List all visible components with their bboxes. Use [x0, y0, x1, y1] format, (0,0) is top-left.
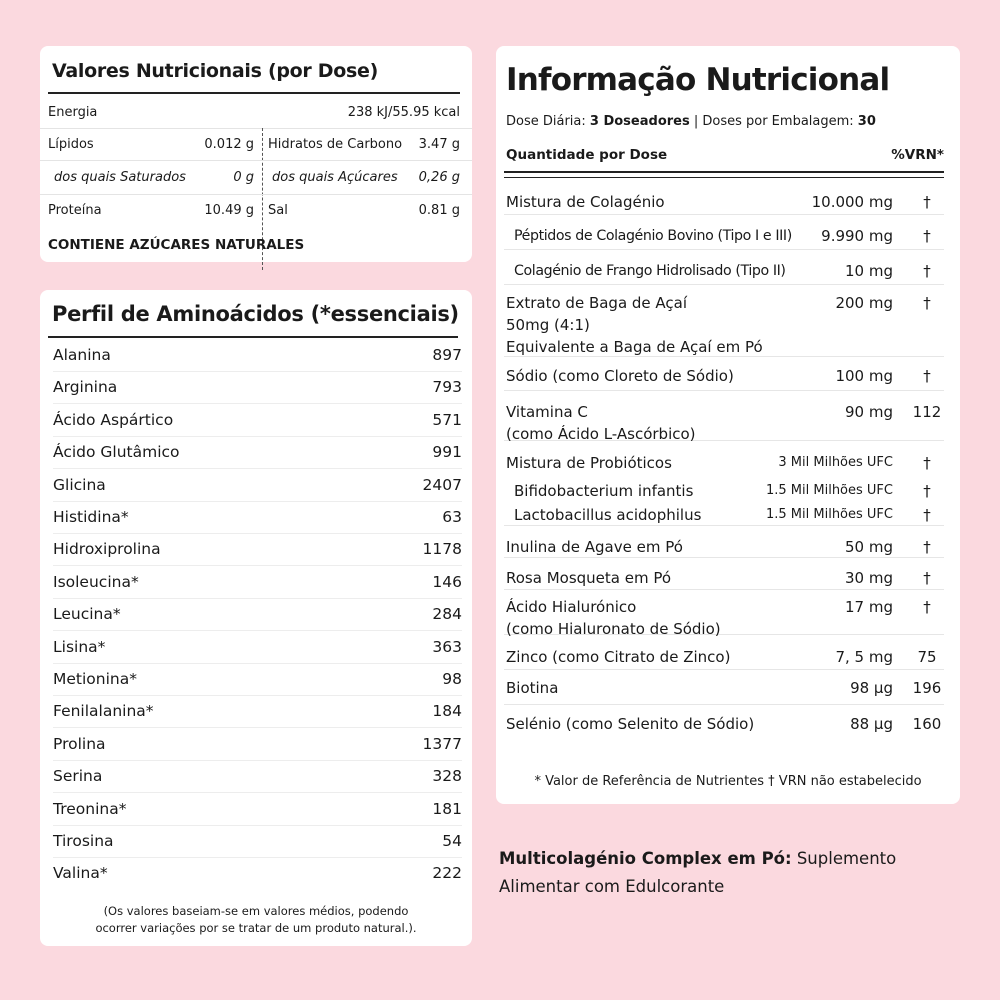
ingredient-name-line: Extrato de Baga de Açaí — [506, 294, 688, 312]
ingredient-name — [506, 365, 734, 387]
ingredient-name-line: Biotina — [506, 679, 559, 697]
amino-acid-name: Alanina — [53, 346, 111, 364]
amino-acid-name: Ácido Aspártico — [53, 410, 174, 429]
ingredient-vrn: † — [923, 506, 931, 524]
nutrition-values-title: Valores Nutricionais (por Dose) — [52, 60, 378, 82]
lipids-label: Lípidos — [48, 137, 94, 152]
product-description: Alimentar com Edulcorante — [499, 877, 725, 896]
ingredient-vrn: † — [923, 569, 931, 587]
amino-acid-value: 2407 — [422, 475, 462, 494]
amino-acid-name: Histidina* — [53, 508, 129, 526]
ingredient-name — [506, 567, 671, 589]
salt-label: Sal — [268, 203, 288, 218]
amino-acid-value: 63 — [442, 508, 462, 526]
ingredient-name — [506, 292, 763, 358]
row-separator — [504, 390, 944, 391]
quantity-header: Quantidade por Dose — [506, 147, 668, 163]
ingredient-vrn: † — [923, 294, 931, 312]
amino-acid-value: 146 — [432, 572, 462, 591]
amino-acid-value: 98 — [442, 670, 462, 688]
amino-acid-name: Hidroxiprolina — [53, 540, 161, 559]
ingredient-amount: 200 mg — [835, 294, 893, 312]
title-rule — [48, 336, 458, 338]
vrn-footnote: * Valor de Referência de Nutrientes † VRN não estabelecido — [534, 774, 922, 789]
amino-acid-value: 1377 — [422, 734, 462, 753]
ingredient-name — [506, 677, 558, 699]
nutrition-values-card — [40, 46, 472, 262]
ingredient-vrn: † — [923, 193, 931, 211]
ingredient-name-line: Inulina de Agave em Pó — [506, 538, 683, 556]
amino-acid-row — [53, 501, 462, 534]
amino-acid-name: Lisina* — [53, 637, 106, 656]
ingredient-name-line: (como Hialuronato de Sódio) — [506, 620, 721, 638]
amino-acid-value: 363 — [432, 637, 462, 656]
product-description: Suplemento — [791, 849, 897, 868]
amino-acid-row — [53, 566, 462, 599]
ingredient-vrn: † — [923, 482, 931, 500]
ingredient-amount: 98 µg — [850, 679, 893, 697]
ingredient-vrn: † — [923, 367, 931, 385]
ingredient-name-line: Bifidobacterium infantis — [514, 482, 694, 500]
amino-footnote — [74, 903, 438, 937]
amino-acid-name: Valina* — [53, 864, 108, 883]
header-rule — [504, 177, 944, 178]
amino-acid-row — [53, 404, 462, 437]
amino-acid-row — [53, 793, 462, 826]
amino-acid-value: 793 — [432, 378, 462, 397]
sugars-value: 0,26 g — [418, 170, 460, 185]
salt-value: 0.81 g — [418, 203, 460, 218]
ingredient-amount: 17 mg — [845, 598, 893, 616]
amino-acid-value: 1178 — [422, 540, 462, 559]
ingredient-name-line: Rosa Mosqueta em Pó — [506, 569, 672, 587]
ingredient-name — [506, 596, 721, 640]
ingredient-name — [506, 191, 665, 213]
ingredient-name — [506, 646, 730, 668]
carbs-label: Hidratos de Carbono — [268, 137, 403, 152]
ingredient-name — [514, 480, 693, 502]
row-separator — [504, 249, 944, 250]
ingredient-amount: 50 mg — [845, 538, 893, 556]
amino-acid-row — [53, 631, 462, 664]
row-separator — [504, 704, 944, 705]
dose-info — [506, 114, 876, 129]
sugars-label: dos quais Açúcares — [272, 170, 398, 185]
ingredient-name-line: Mistura de Colagénio — [506, 193, 665, 211]
ingredient-amount: 10.000 mg — [811, 193, 893, 211]
ingredient-name-line: 50mg (4:1) — [506, 316, 590, 334]
ingredient-vrn: † — [923, 262, 931, 280]
ingredient-name-line: Sódio (como Cloreto de Sódio) — [506, 367, 734, 385]
ingredient-vrn: 196 — [912, 679, 942, 697]
amino-acid-profile-card — [40, 290, 472, 946]
amino-acid-row — [53, 728, 462, 761]
amino-acid-value: 897 — [432, 346, 462, 364]
ingredient-amount: 88 µg — [850, 715, 893, 733]
lipids-value: 0.012 g — [204, 137, 254, 152]
energy-value: 238 kJ/55.95 kcal — [347, 105, 460, 120]
ingredient-name — [514, 504, 701, 526]
ingredient-name-line: (como Ácido L-Ascórbico) — [506, 425, 696, 443]
amino-acid-value: 222 — [432, 864, 462, 883]
protein-value: 10.49 g — [204, 203, 254, 218]
amino-acid-name: Treonina* — [53, 799, 127, 818]
amino-acid-row — [53, 857, 462, 889]
ingredient-name-line: Ácido Hialurónico — [506, 598, 637, 616]
amino-acid-name: Arginina — [53, 378, 118, 397]
ingredient-name — [514, 260, 786, 282]
ingredient-name-line: Colagénio de Frango Hidrolisado (Tipo II) — [514, 263, 786, 279]
ingredient-vrn: † — [923, 454, 931, 472]
saturated-value: 0 g — [233, 170, 254, 185]
amino-acid-row — [53, 436, 462, 469]
ingredient-amount: 7, 5 mg — [835, 648, 893, 666]
dose-daily-value: 3 Doseadores — [589, 114, 690, 129]
amino-acid-value: 54 — [442, 832, 462, 850]
amino-acid-value: 184 — [432, 702, 462, 721]
amino-acid-name: Leucina* — [53, 605, 121, 624]
row-separator — [504, 214, 944, 215]
ingredient-name-line: Vitamina C — [506, 403, 588, 421]
amino-acid-value: 284 — [432, 605, 462, 624]
amino-footnote-line: (Os valores baseiam-se em valores médios, podendo — [103, 904, 409, 918]
vrn-header: %VRN* — [891, 147, 944, 163]
dose-daily-label: Dose Diária: — [506, 114, 590, 129]
ingredient-amount: 100 mg — [835, 367, 893, 385]
amino-acid-name: Prolina — [53, 734, 106, 753]
row-separator — [40, 160, 472, 161]
carbs-value: 3.47 g — [418, 137, 460, 152]
row-separator — [40, 194, 472, 195]
title-rule — [48, 92, 460, 94]
amino-acid-name: Metionina* — [53, 670, 137, 688]
amino-acid-value: 571 — [432, 410, 462, 429]
amino-acid-row — [53, 760, 462, 793]
ingredient-name — [506, 401, 696, 445]
ingredient-name — [514, 225, 792, 247]
row-separator — [504, 589, 944, 590]
ingredient-name — [506, 452, 672, 474]
doses-per-pack-label: | Doses por Embalagem: — [689, 114, 858, 129]
header-rule — [504, 171, 944, 173]
ingredient-name-line: Selénio (como Selenito de Sódio) — [506, 715, 755, 733]
ingredient-amount: 1.5 Mil Milhões UFC — [766, 507, 893, 522]
amino-acid-name: Glicina — [53, 475, 106, 494]
amino-acid-name: Isoleucina* — [53, 572, 139, 591]
amino-acid-value: 328 — [432, 767, 462, 786]
ingredient-name-line: Equivalente a Baga de Açaí em Pó — [506, 338, 763, 356]
amino-acid-name: Tirosina — [53, 832, 114, 850]
ingredient-vrn: 75 — [917, 648, 937, 666]
amino-acid-row — [53, 598, 462, 631]
doses-per-pack-value: 30 — [857, 114, 876, 129]
amino-acid-title: Perfil de Aminoácidos (*essenciais) — [52, 302, 459, 326]
ingredient-amount: 10 mg — [845, 262, 893, 280]
amino-acid-row — [53, 663, 462, 696]
energy-label: Energia — [48, 105, 98, 120]
amino-acid-name: Ácido Glutâmico — [53, 443, 180, 462]
amino-acid-row — [53, 469, 462, 502]
amino-acid-value: 991 — [432, 443, 462, 462]
row-separator — [504, 284, 944, 285]
amino-acid-row — [53, 339, 462, 372]
saturated-label: dos quais Saturados — [54, 170, 186, 185]
product-name: Multicolagénio Complex em Pó: — [499, 849, 792, 868]
nutrition-information-title: Informação Nutricional — [506, 62, 890, 98]
amino-acid-row — [53, 533, 462, 566]
amino-acid-row — [53, 695, 462, 728]
product-caption — [499, 845, 939, 901]
ingredient-name-line: Lactobacillus acidophilus — [514, 506, 702, 524]
nutrition-information-card — [496, 46, 960, 804]
ingredient-name — [506, 536, 683, 558]
ingredient-vrn: † — [923, 598, 931, 616]
amino-acid-name: Fenilalanina* — [53, 702, 154, 721]
ingredient-vrn: † — [923, 538, 931, 556]
ingredient-amount: 9.990 mg — [821, 227, 893, 245]
amino-acid-row — [53, 825, 462, 858]
protein-label: Proteína — [48, 203, 102, 218]
ingredient-name-line: Péptidos de Colagénio Bovino (Tipo I e III) — [514, 228, 792, 244]
amino-footnote-line: ocorrer variações por se tratar de um produto natural.). — [95, 921, 417, 935]
natural-sugars-note: CONTIENE AZÚCARES NATURALES — [48, 237, 305, 253]
ingredient-amount: 90 mg — [845, 403, 893, 421]
ingredient-name — [506, 713, 754, 735]
ingredient-vrn: † — [923, 227, 931, 245]
ingredient-name-line: Mistura de Probióticos — [506, 454, 672, 472]
row-separator — [40, 128, 472, 129]
amino-acid-row — [53, 371, 462, 404]
ingredient-amount: 30 mg — [845, 569, 893, 587]
row-separator — [504, 669, 944, 670]
ingredient-vrn: 160 — [912, 715, 942, 733]
amino-acid-value: 181 — [432, 799, 462, 818]
ingredient-amount: 1.5 Mil Milhões UFC — [766, 483, 893, 498]
ingredient-name-line: Zinco (como Citrato de Zinco) — [506, 648, 731, 666]
ingredient-vrn: 112 — [912, 403, 942, 421]
amino-acid-name: Serina — [53, 767, 103, 786]
ingredient-amount: 3 Mil Milhões UFC — [778, 455, 893, 470]
